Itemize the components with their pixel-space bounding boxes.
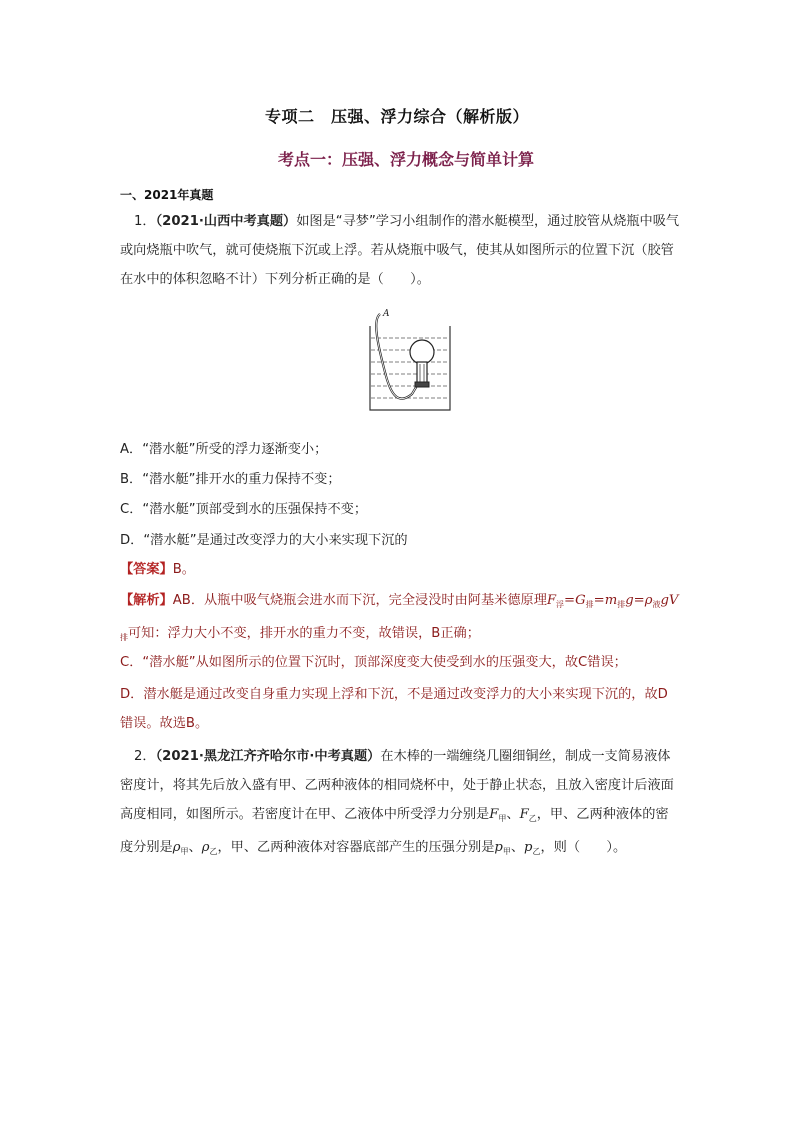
flask	[410, 340, 434, 364]
section-heading: 一、2021年真题	[120, 188, 214, 202]
question-2: 2．（2021·黑龙江齐齐哈尔市·中考真题）在木棒的一端缠绕几圈细铜丝，制成一支简易液体密度计，将其先后放入盛有甲、乙两种液体的相同烧杯中，处于静止状态，且放入密度计后液面高度相同，如图所示。若密度计在甲、乙液体中所受浮力分别是$F_甲$、$F_乙$，甲、乙两种液体的密度分别是$\rho_甲$、$\rho_乙$，甲、乙两种液体对容器底部产生的压强分别是$p_甲$、$p_乙$，则（ ）。	[120, 749, 674, 856]
option-b: B．“潜水艇”排开水的重力保持不变；	[120, 472, 341, 487]
question-number: 2．	[134, 749, 156, 764]
beaker-outline	[370, 326, 450, 410]
option-a: A．“潜水艇”所受的浮力逐渐变小；	[120, 442, 328, 457]
analysis-tag: 【解析】	[120, 593, 173, 608]
answer	[120, 555, 680, 584]
submarine-model-figure	[360, 306, 460, 416]
question-stem: 如图是“寻梦”学习小组制作的潜水艇模型，通过胶管从烧瓶中吸气或向烧瓶中吹气，就可使烧瓶下沉或上浮。若从烧瓶中吸气，使其从如图所示的位置下沉（胶管在水中的体积忽略不计）下列分析正确的是（ ）。	[120, 214, 680, 287]
option-d: D．“潜水艇”是通过改变浮力的大小来实现下沉的	[120, 533, 408, 548]
analysis-d: D．潜水艇是通过改变自身重力实现上浮和下沉，不是通过改变浮力的大小来实现下沉的，故D错误。故选B。	[120, 687, 668, 731]
pressure-symbols: $p_甲$	[494, 840, 511, 856]
figure-label: A	[383, 309, 390, 319]
water-lines	[371, 338, 449, 398]
document-title: 专项二 压强、浮力综合（解析版）	[264, 107, 529, 126]
option-c: C．“潜水艇”顶部受到水的压强保持不变；	[120, 502, 368, 517]
topic-heading: 考点一：压强、浮力概念与简单计算	[277, 150, 534, 169]
analysis-c: C．“潜水艇”从如图所示的位置下沉时，顶部深度变大使受到水的压强变大，故C错误；	[120, 655, 627, 670]
buoyancy-symbols: $F_甲$	[489, 807, 507, 823]
question-source: （2021·黑龙江齐齐哈尔市·中考真题）	[155, 749, 381, 764]
archimedes-formula: $F_浮=G_排=m_排g=\rho_液gV_排$	[120, 593, 679, 642]
question-number: 1．	[134, 214, 156, 229]
question-source: （2021·山西中考真题）	[155, 214, 297, 229]
question-1	[120, 207, 680, 294]
answer-value: B。	[172, 562, 195, 577]
density-symbols: $\rho_甲$	[172, 840, 189, 856]
analysis-ab: 【解析】AB．从瓶中吸气烧瓶会进水而下沉，完全浸没时由阿基米德原理$F_浮=G_排=m_排g=\rho_液gV_排$可知：浮力大小不变，排开水的重力不变，故错误，B正确；	[120, 593, 679, 642]
answer-tag: 【答案】	[120, 562, 173, 577]
